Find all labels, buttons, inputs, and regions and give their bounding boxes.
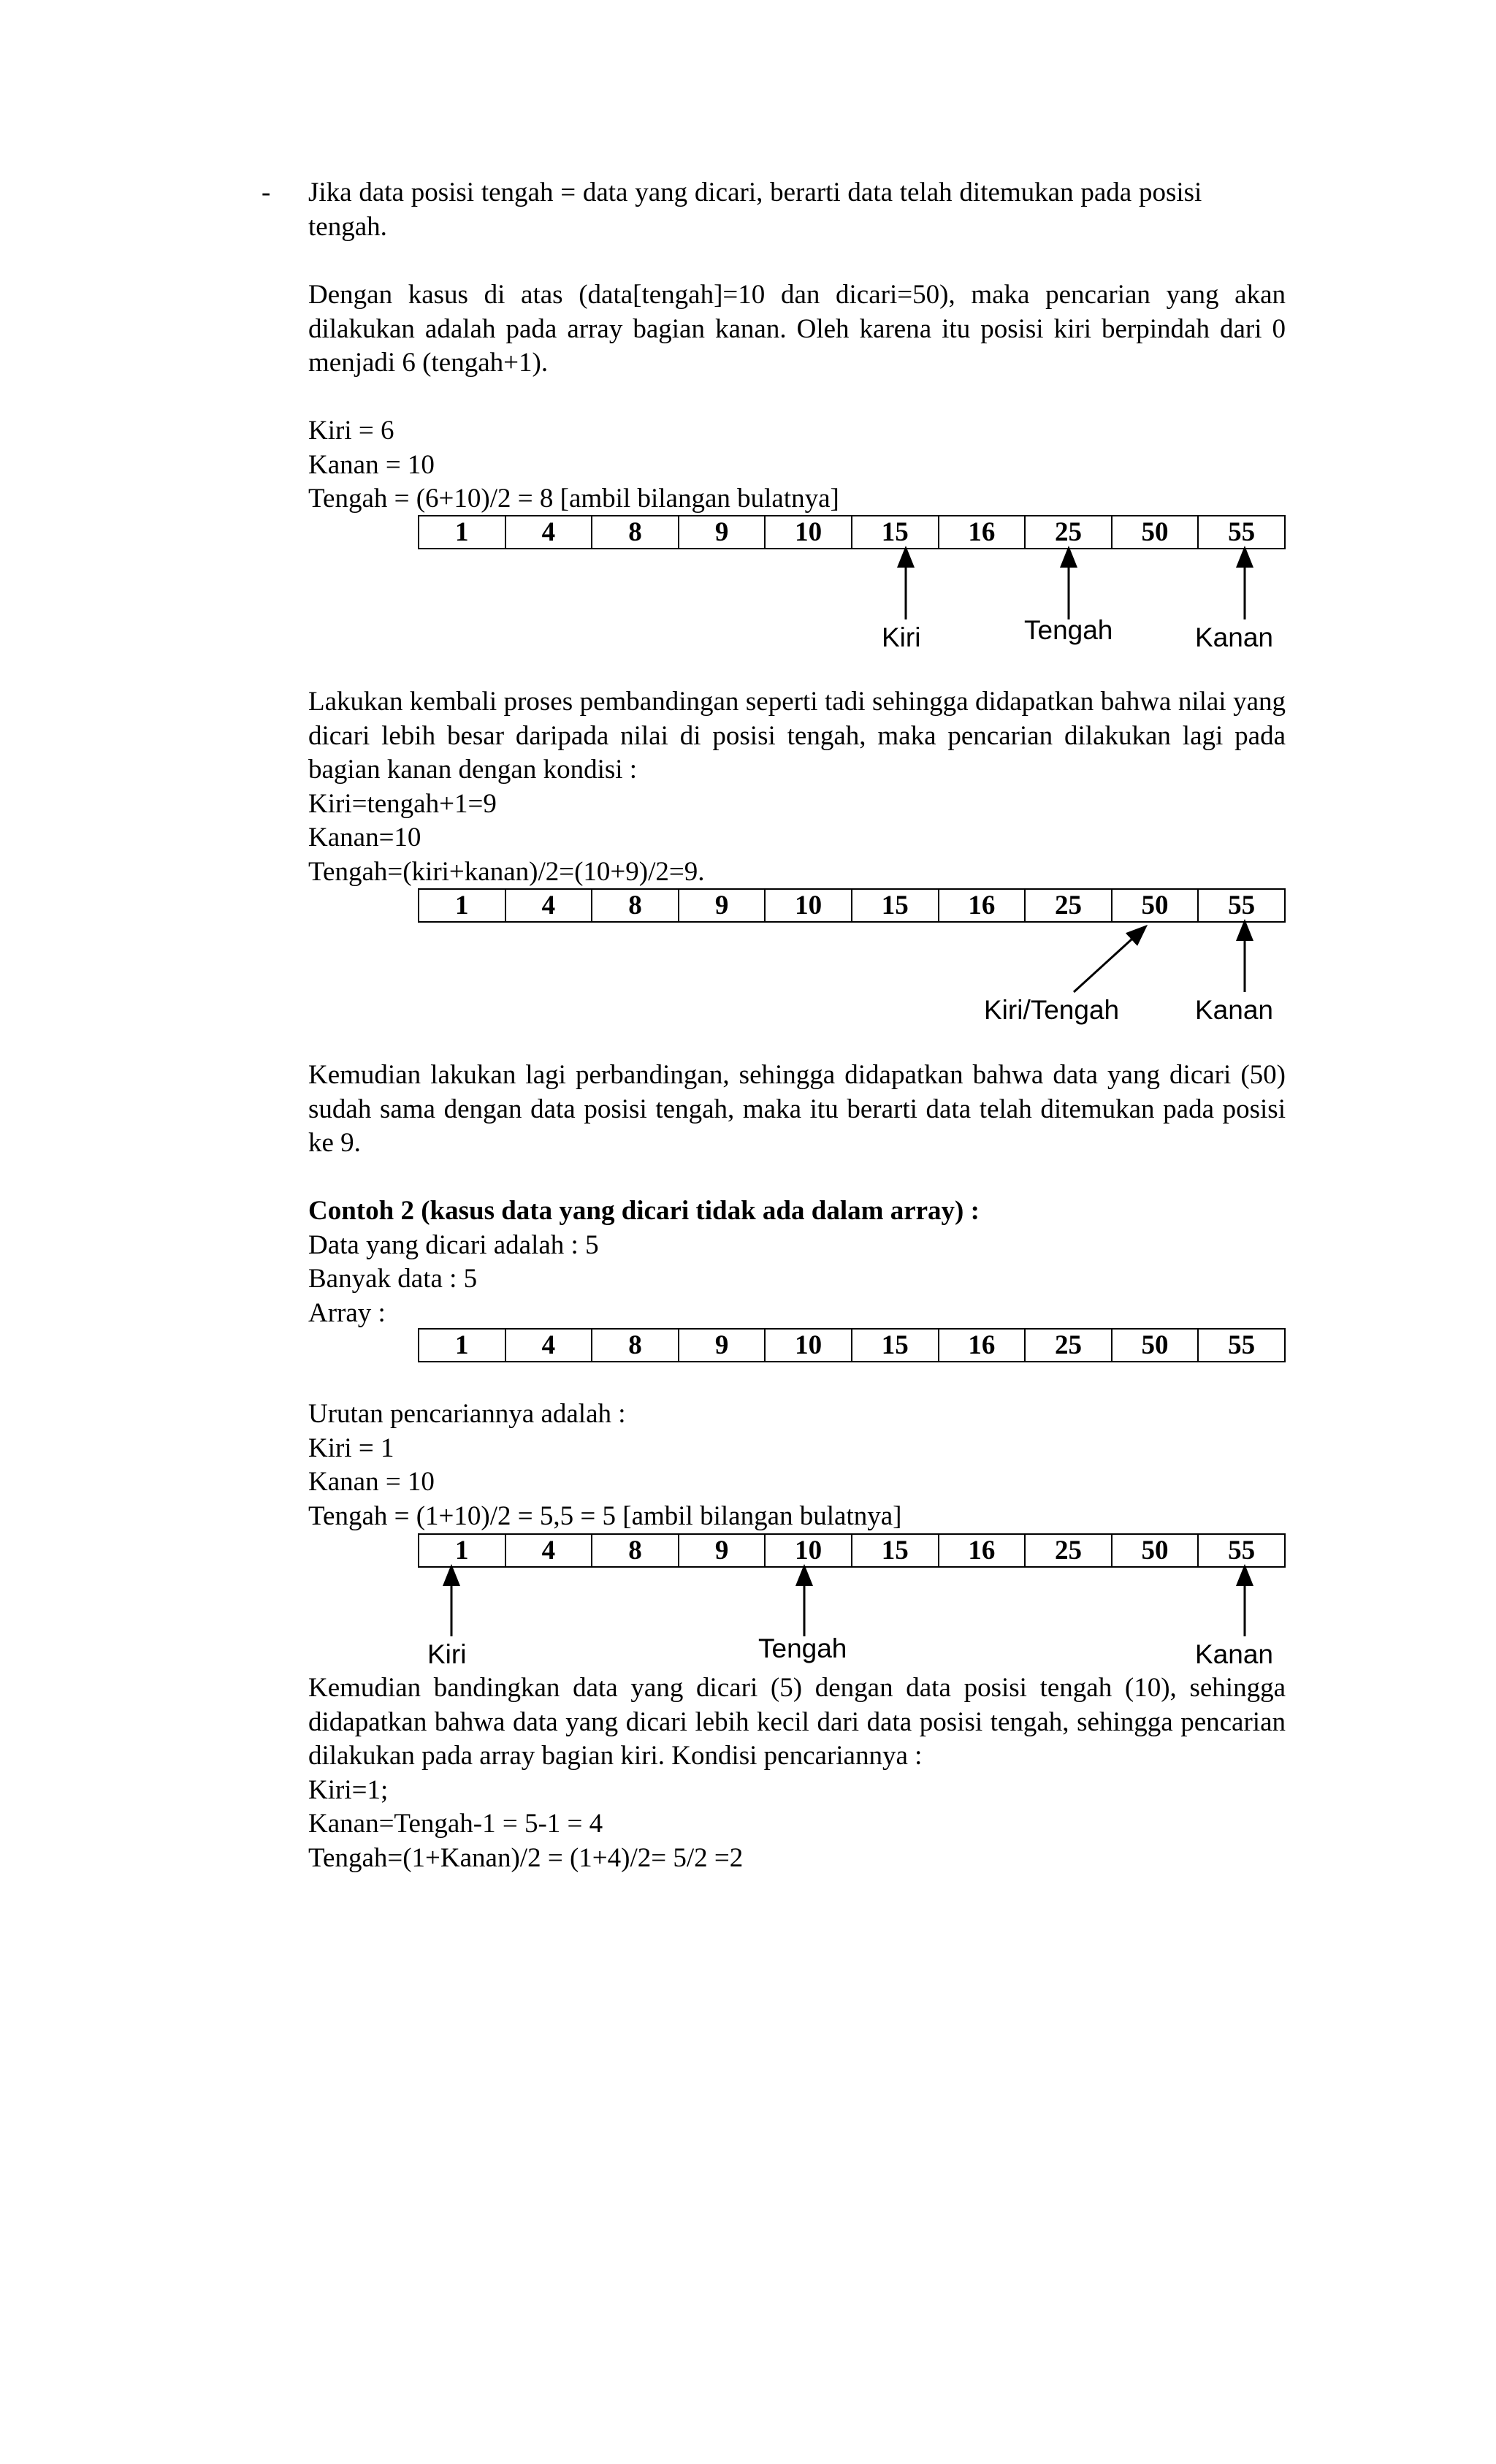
array-cell: 25 [1024, 516, 1111, 548]
pointer-label-kanan: Kanan [1195, 1639, 1273, 1669]
array-cell: 16 [938, 516, 1025, 548]
step3-conditions [308, 1397, 1286, 1533]
array-table-step3 [418, 1533, 1286, 1568]
search-order-label: Urutan pencariannya adalah : [308, 1399, 626, 1429]
arrow-kiri-tengah-step2 [1074, 932, 1140, 992]
tengah-formula: Tengah = (1+10)/2 = 5,5 = 5 [ambil bilangan bulatnya] [308, 1500, 902, 1531]
paragraph-found-result [308, 1059, 1286, 1161]
array-cell: 50 [1111, 890, 1198, 921]
array-cell: 8 [591, 1535, 678, 1566]
kiri-value: Kiri=tengah+1=9 [308, 788, 497, 819]
paragraph-compare-smaller [308, 1671, 1286, 1875]
paragraph-text: Lakukan kembali proses pembandingan seperti tadi sehingga didapatkan bahwa nilai yang dicari lebih besar daripada nilai di posisi tengah, maka pencarian dilakukan lagi pada bagian kanan dengan kondisi : [308, 687, 1286, 785]
array-table-step1 [418, 515, 1286, 549]
text-line: Jika data posisi tengah = data yang dicari, berarti data telah ditemukan pada posisi [308, 178, 1202, 207]
pointer-label-kanan: Kanan [1195, 995, 1273, 1025]
example2-section [308, 1194, 1286, 1330]
tengah-formula: Tengah=(1+Kanan)/2 = (1+4)/2= 5/2 =2 [308, 1842, 744, 1873]
array-cell: 50 [1111, 516, 1198, 548]
kiri-value: Kiri=1; [308, 1774, 389, 1805]
array-cell: 8 [591, 1330, 678, 1361]
paragraph-compare-again [308, 685, 1286, 889]
array-cell: 1 [455, 517, 469, 547]
array-cell: 9 [678, 516, 765, 548]
array-cell: 1 [455, 890, 469, 920]
array-cell: 16 [938, 1330, 1025, 1361]
array-label: Array : [308, 1297, 386, 1328]
array-cell: 15 [851, 1535, 938, 1566]
array-cell: 50 [1111, 1535, 1198, 1566]
array-cell: 25 [1024, 890, 1111, 921]
array-cell: 10 [764, 1330, 851, 1361]
array-cell: 8 [591, 890, 678, 921]
array-cell: 15 [851, 890, 938, 921]
paragraph-text: Kemudian lakukan lagi perbandingan, sehingga didapatkan bahwa data yang dicari (50) sudah sama dengan data posisi tengah, maka itu berarti data telah ditemukan pada posisi ke 9. [308, 1060, 1286, 1158]
pointer-label-tengah: Tengah [1024, 615, 1113, 645]
array-cell: 15 [851, 1330, 938, 1361]
array-cell: 9 [678, 890, 765, 921]
pointer-label-kiri-tengah: Kiri/Tengah [984, 995, 1120, 1025]
array-cell: 25 [1024, 1535, 1111, 1566]
pointer-label-kanan: Kanan [1195, 622, 1273, 652]
array-cell: 55 [1197, 890, 1284, 921]
array-cell: 15 [851, 516, 938, 548]
array-cell: 25 [1024, 1330, 1111, 1361]
paragraph-text: Dengan kasus di atas (data[tengah]=10 dan dicari=50), maka pencarian yang akan dilakukan adalah pada array bagian kanan. Oleh karena itu posisi kiri berpindah dari 0 menjadi 6 (tengah+1). [308, 280, 1286, 378]
pointer-label-tengah: Tengah [758, 1633, 847, 1663]
array-cell: 55 [1197, 516, 1284, 548]
array-cell: 8 [591, 516, 678, 548]
array-cell: 4 [505, 516, 592, 548]
kanan-value: Kanan = 10 [308, 449, 435, 480]
array-cell: 9 [678, 1330, 765, 1361]
array-cell: 16 [938, 890, 1025, 921]
array-cell: 50 [1111, 1330, 1198, 1361]
paragraph-found-middle [308, 176, 1286, 244]
text-line: tengah. [308, 211, 387, 242]
array-cell: 1 [455, 1330, 469, 1360]
example2-heading: Contoh 2 (kasus data yang dicari tidak ada dalam array) : [308, 1196, 980, 1226]
array-cell: 16 [938, 1535, 1025, 1566]
array-cell: 4 [505, 1330, 592, 1361]
array-cell: 9 [678, 1535, 765, 1566]
kanan-value: Kanan=Tengah-1 = 5-1 = 4 [308, 1809, 603, 1839]
array-table-step2 [418, 888, 1286, 923]
array-table-example2 [418, 1328, 1286, 1362]
list-bullet: - [262, 178, 271, 207]
array-cell: 4 [505, 890, 592, 921]
array-cell: 55 [1197, 1535, 1284, 1566]
data-count: Banyak data : 5 [308, 1264, 478, 1294]
array-cell: 1 [455, 1536, 469, 1565]
kanan-value: Kanan=10 [308, 823, 421, 853]
array-cell: 4 [505, 1535, 592, 1566]
pointer-label-kiri: Kiri [427, 1639, 467, 1669]
paragraph-text: Kemudian bandingkan data yang dicari (5) dengan data posisi tengah (10), sehingga didapatkan bahwa data yang dicari lebih kecil dari data posisi tengah, sehingga pencarian dilakukan pada array bagian kiri. Kondisi pencariannya : [308, 1673, 1286, 1771]
pointer-label-kiri: Kiri [882, 622, 921, 652]
array-cell: 10 [764, 516, 851, 548]
array-cell: 10 [764, 1535, 851, 1566]
tengah-formula: Tengah = (6+10)/2 = 8 [ambil bilangan bulatnya] [308, 484, 839, 514]
kiri-value: Kiri = 1 [308, 1433, 394, 1463]
kiri-value: Kiri = 6 [308, 416, 394, 446]
step1-conditions [308, 414, 1286, 516]
kanan-value: Kanan = 10 [308, 1467, 435, 1497]
searched-value: Data yang dicari adalah : 5 [308, 1229, 599, 1260]
tengah-formula: Tengah=(kiri+kanan)/2=(10+9)/2=9. [308, 856, 705, 887]
paragraph-case-explanation [308, 278, 1286, 381]
array-cell: 10 [764, 890, 851, 921]
array-cell: 55 [1197, 1330, 1284, 1361]
